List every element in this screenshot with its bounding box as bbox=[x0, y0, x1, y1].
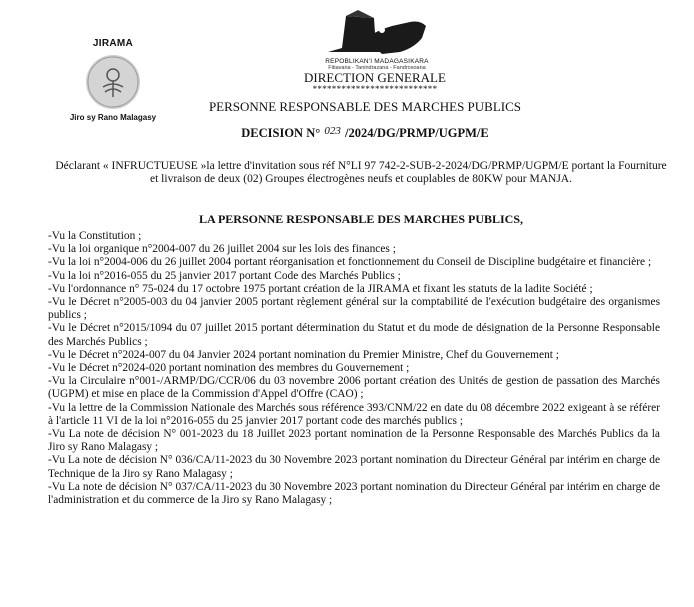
vu-item: -Vu La note de décision N° 036/CA/11-2023 du 30 Novembre 2023 portant nomination du Directeur Général par intérim en charge de Technique de la Jiro sy Rano Malagasy ; bbox=[48, 454, 660, 480]
jirama-logo-block bbox=[58, 38, 168, 122]
vu-item: -Vu La note de décision N° 001-2023 du 18 Juillet 2023 portant nomination de la Personne Responsable des Marchés Publics da la Jiro sy Rano Malagasy ; bbox=[48, 428, 660, 454]
decision-suffix: /2024/DG/PRMP/UGPM/E bbox=[345, 126, 489, 140]
section-heading: LA PERSONNE RESPONSABLE DES MARCHES PUBLICS, bbox=[198, 212, 524, 226]
vu-item: -Vu la Constitution ; bbox=[48, 230, 142, 242]
decision-handwritten-number: 023 bbox=[324, 125, 341, 137]
stars-divider: ************************** bbox=[312, 84, 438, 94]
vu-item: -Vu la lettre de la Commission Nationale des Marchés sous référence 393/CNM/22 en date du 08 décembre 2022 exigeant à se référer à l'article 11 VI de la loi n°2016-055 du 25 janvier 2017 portant code des marchés publics ; bbox=[48, 401, 660, 427]
direction-title: DIRECTION GENERALE bbox=[304, 70, 446, 85]
vu-item: -Vu la Circulaire n°001-/ARMP/DG/CCR/06 du 03 novembre 2006 portant création des Unités de gestion de passation des Marchés (UGPM) et mise en place de la Commission d'Appel d'Offre (CAO) ; bbox=[48, 375, 660, 401]
declaration-text: Déclarant « INFRUCTUEUSE »la lettre d'invitation sous réf N°LI 97 742-2-SUB-2-2024/DG/PRMP/UGPM/E portant la Fourniture et livraison de deux (02) Groupes électrogènes neufs et couplables de 80KW pour MANJA. bbox=[55, 160, 667, 185]
org-name: JIRAMA bbox=[92, 38, 134, 49]
vu-item: -Vu l'ordonnance n° 75-024 du 17 octobre 1975 portant création de la JIRAMA et fixant les statuts de la ladite Société ; bbox=[48, 282, 593, 295]
jirama-logo-icon bbox=[86, 55, 140, 109]
vu-item: -Vu la loi organique n°2004-007 du 26 juillet 2004 sur les lois des finances ; bbox=[48, 243, 396, 256]
vu-item: -Vu le Décret n°2024-007 du 04 Janvier 2024 portant nomination du Premier Ministre, Chef du Gouvernement ; bbox=[48, 348, 559, 361]
decision-number bbox=[180, 126, 550, 141]
republic-motto: Fitiavana - Tanindrazana - Fandrosoana bbox=[328, 65, 426, 71]
decision-prefix: DECISION N° bbox=[241, 126, 321, 140]
madagascar-emblem-icon bbox=[322, 8, 430, 58]
vu-item: -Vu La note de décision N° 037/CA/11-2023 du 30 Novembre 2023 portant nomination du Directeur Général par intérim en charge de l'administration et du commerce de la Jiro sy Rano Malagasy ; bbox=[48, 480, 660, 507]
vu-item: -Vu la loi n°2016-055 du 25 janvier 2017 portant Code des Marchés Publics ; bbox=[48, 269, 401, 282]
vu-list bbox=[48, 230, 660, 507]
vu-item: -Vu le Décret n°2005-003 du 04 janvier 2005 portant règlement général sur la comptabilité de l'exécution budgétaire des organismes publics ; bbox=[48, 296, 660, 322]
vu-item: -Vu le Décret n°2015/1094 du 07 juillet 2015 portant détermination du Statut et du mode de désignation de la Personne Responsable des Marchés Publics ; bbox=[48, 322, 660, 348]
vu-item: -Vu le Décret n°2024-020 portant nomination des membres du Gouvernement ; bbox=[48, 362, 410, 375]
office-title: PERSONNE RESPONSABLE DES MARCHES PUBLICS bbox=[208, 99, 522, 114]
org-tagline: Jiro sy Rano Malagasy bbox=[69, 113, 157, 122]
vu-item: -Vu la loi n°2004-006 du 26 juillet 2004 portant réorganisation et fonctionnement du Conseil de Discipline budgétaire et financière ; bbox=[48, 256, 652, 269]
republic-name: REPOBLIKAN'I MADAGASIKARA bbox=[325, 58, 429, 65]
